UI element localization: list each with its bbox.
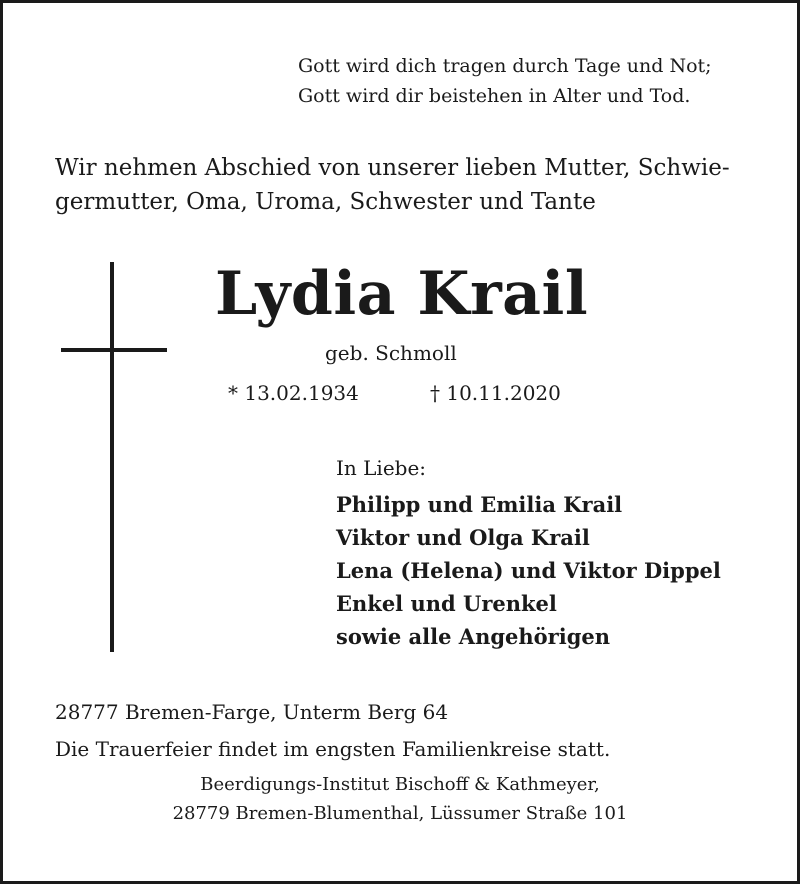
mourner-line: Viktor und Olga Krail: [336, 525, 590, 550]
funeral-home-line-1: Beerdigungs-Institut Bischoff & Kathmeyer,: [200, 774, 600, 795]
funeral-home-line-2: 28779 Bremen-Blumenthal, Lüssumer Straße 101: [172, 803, 628, 824]
birth-date: * 13.02.1934: [228, 381, 359, 405]
mourner-line: sowie alle Angehörigen: [336, 624, 611, 649]
mourners-label: In Liebe:: [336, 456, 427, 480]
deceased-name: Lydia Krail: [215, 259, 589, 329]
verse: [298, 51, 712, 111]
mourner-line: Enkel und Urenkel: [336, 591, 557, 616]
intro-line-1: Wir nehmen Abschied von unserer lieben Mutter, Schwie-: [55, 155, 730, 181]
verse-line-1: Gott wird dich tragen durch Tage und Not;: [298, 55, 712, 77]
mourner-line: Philipp und Emilia Krail: [336, 492, 623, 517]
mourners-list: [336, 488, 721, 653]
intro-line-2: germutter, Oma, Uroma, Schwester und Tante: [55, 189, 596, 215]
death-date: † 10.11.2020: [430, 381, 561, 405]
verse-line-2: Gott wird dir beistehen in Alter und Tod.: [298, 85, 691, 107]
cross-icon-vertical: [110, 262, 114, 652]
address: 28777 Bremen-Farge, Unterm Berg 64: [55, 700, 449, 724]
maiden-name: geb. Schmoll: [325, 341, 457, 365]
intro-text: [55, 151, 730, 219]
mourner-line: Lena (Helena) und Viktor Dippel: [336, 558, 721, 583]
ceremony-note: Die Trauerfeier findet im engsten Familienkreise statt.: [55, 737, 611, 761]
funeral-home: [0, 770, 800, 828]
cross-icon-horizontal: [61, 348, 167, 352]
